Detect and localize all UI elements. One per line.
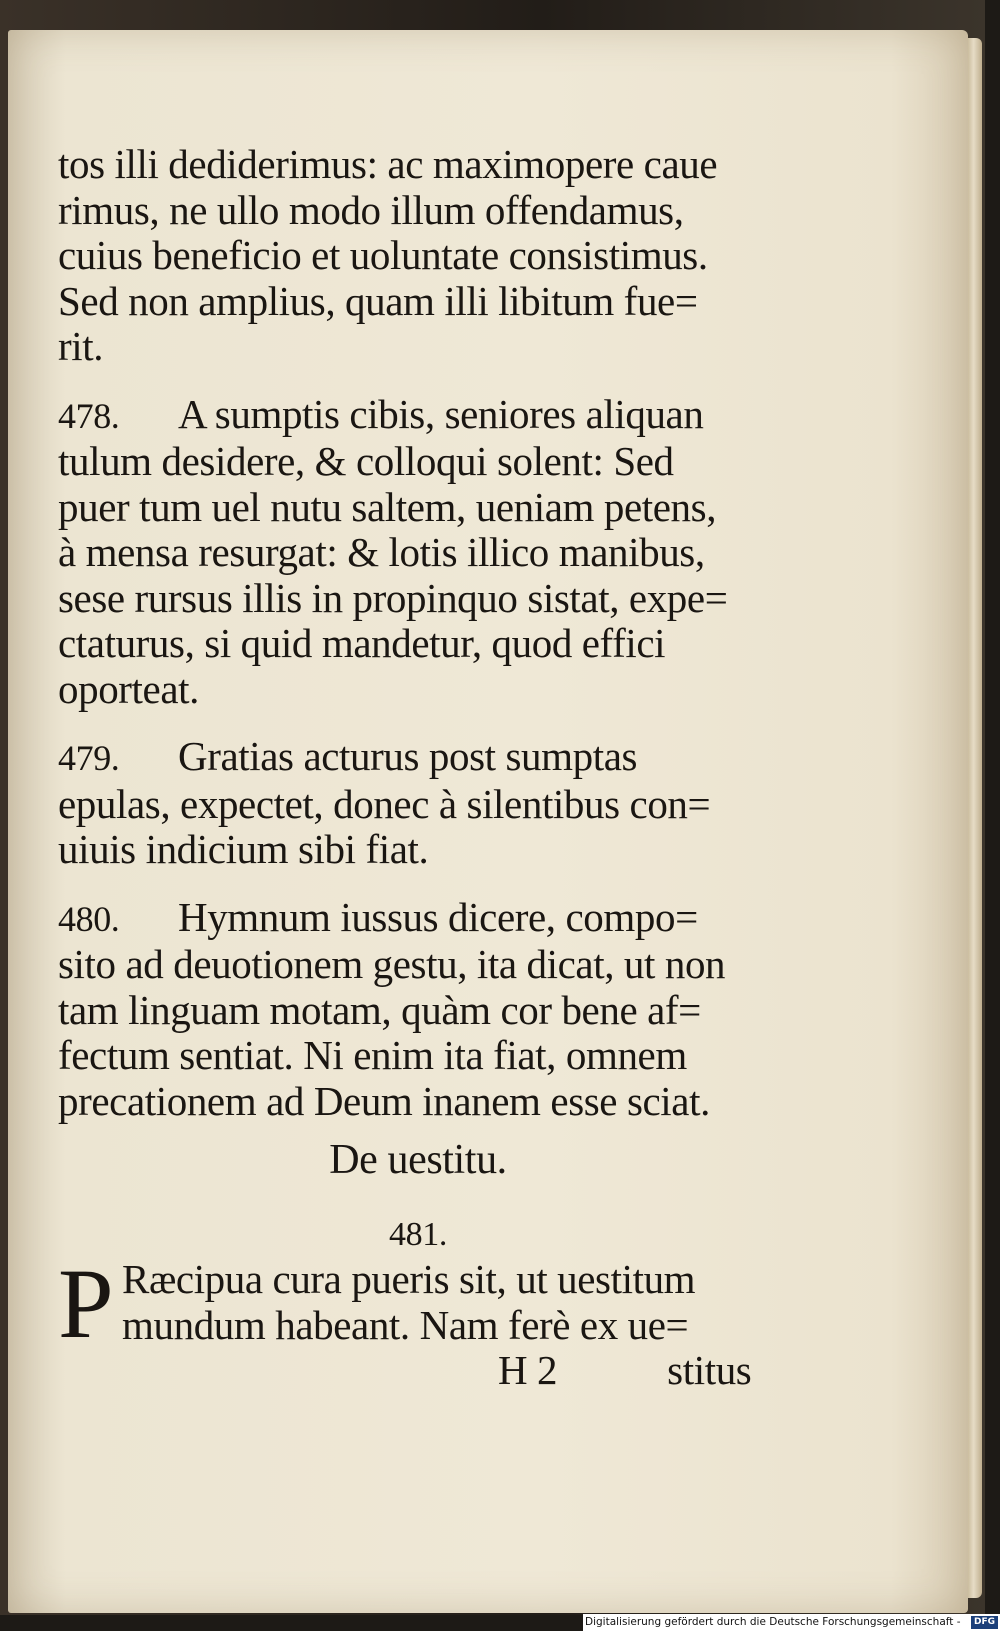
digitization-credit-bar [583,1614,1000,1631]
text-line: mundum habeant. Nam ferè ex ue= [122,1301,689,1348]
paragraph-479 [58,734,778,873]
text-line: puer tum uel nutu saltem, ueniam petens, [58,483,717,530]
text-line: tam linguam motam, quàm cor bene af= [58,986,701,1033]
paragraph-number: 478. [58,395,120,436]
paragraph-480 [58,895,778,1125]
paragraph-number: 481. [389,1215,447,1253]
text-line: sese rursus illis in propinquo sistat, expe= [58,574,728,621]
text-line: fectum sentiat. Ni enim ita fiat, omnem [58,1032,687,1078]
catchword: stitus [667,1347,752,1393]
text-line: à mensa resurgat: & lotis illico manibus, [58,529,705,575]
section-heading: De uestitu. [329,1137,507,1183]
page-text [58,142,778,1394]
text-line: tulum desidere, & colloqui solent: Sed [58,438,674,484]
text-line: Ræcipua cura pueris sit, ut uestitum [122,1256,696,1302]
paragraph-478 [58,392,778,713]
text-line: Hymnum iussus dicere, compo= [178,893,698,940]
text-line: A sumptis cibis, seniores aliquan [178,390,704,437]
text-line: Sed non amplius, quam illi libitum fue= [58,277,698,324]
text-line: Gratias acturus post sumptas [178,733,638,779]
text-line: tos illi dediderimus: ac maximopere caue [58,141,718,187]
text-line: cuius beneficio et uoluntate consistimus. [58,232,708,278]
page-edge [968,38,982,1598]
text-line: oporteat. [58,665,199,712]
paragraph-481 [58,1248,778,1359]
text-line: uiuis indicium sibi fiat. [58,826,429,872]
signature-mark: H 2 [498,1347,558,1393]
page-footer-line [58,1348,778,1394]
text-line: precationem ad Deum inanem esse sciat. [58,1077,710,1124]
drop-cap: P [58,1248,114,1359]
text-line: epulas, expectet, donec à silentibus con= [58,780,711,827]
paragraph-number: 480. [58,898,120,939]
dfg-logo: DFG [971,1616,998,1629]
credit-text: Digitalisierung gefördert durch die Deutsche Forschungsgemeinschaft - [585,1616,961,1628]
text-line: sito ad deuotionem gestu, ita dicat, ut non [58,941,726,987]
text-line: rit. [58,323,104,369]
text-line: ctaturus, si quid mandetur, quod effici [58,620,666,666]
paragraph-number: 479. [58,738,120,778]
text-line: rimus, ne ullo modo illum offendamus, [58,186,684,233]
